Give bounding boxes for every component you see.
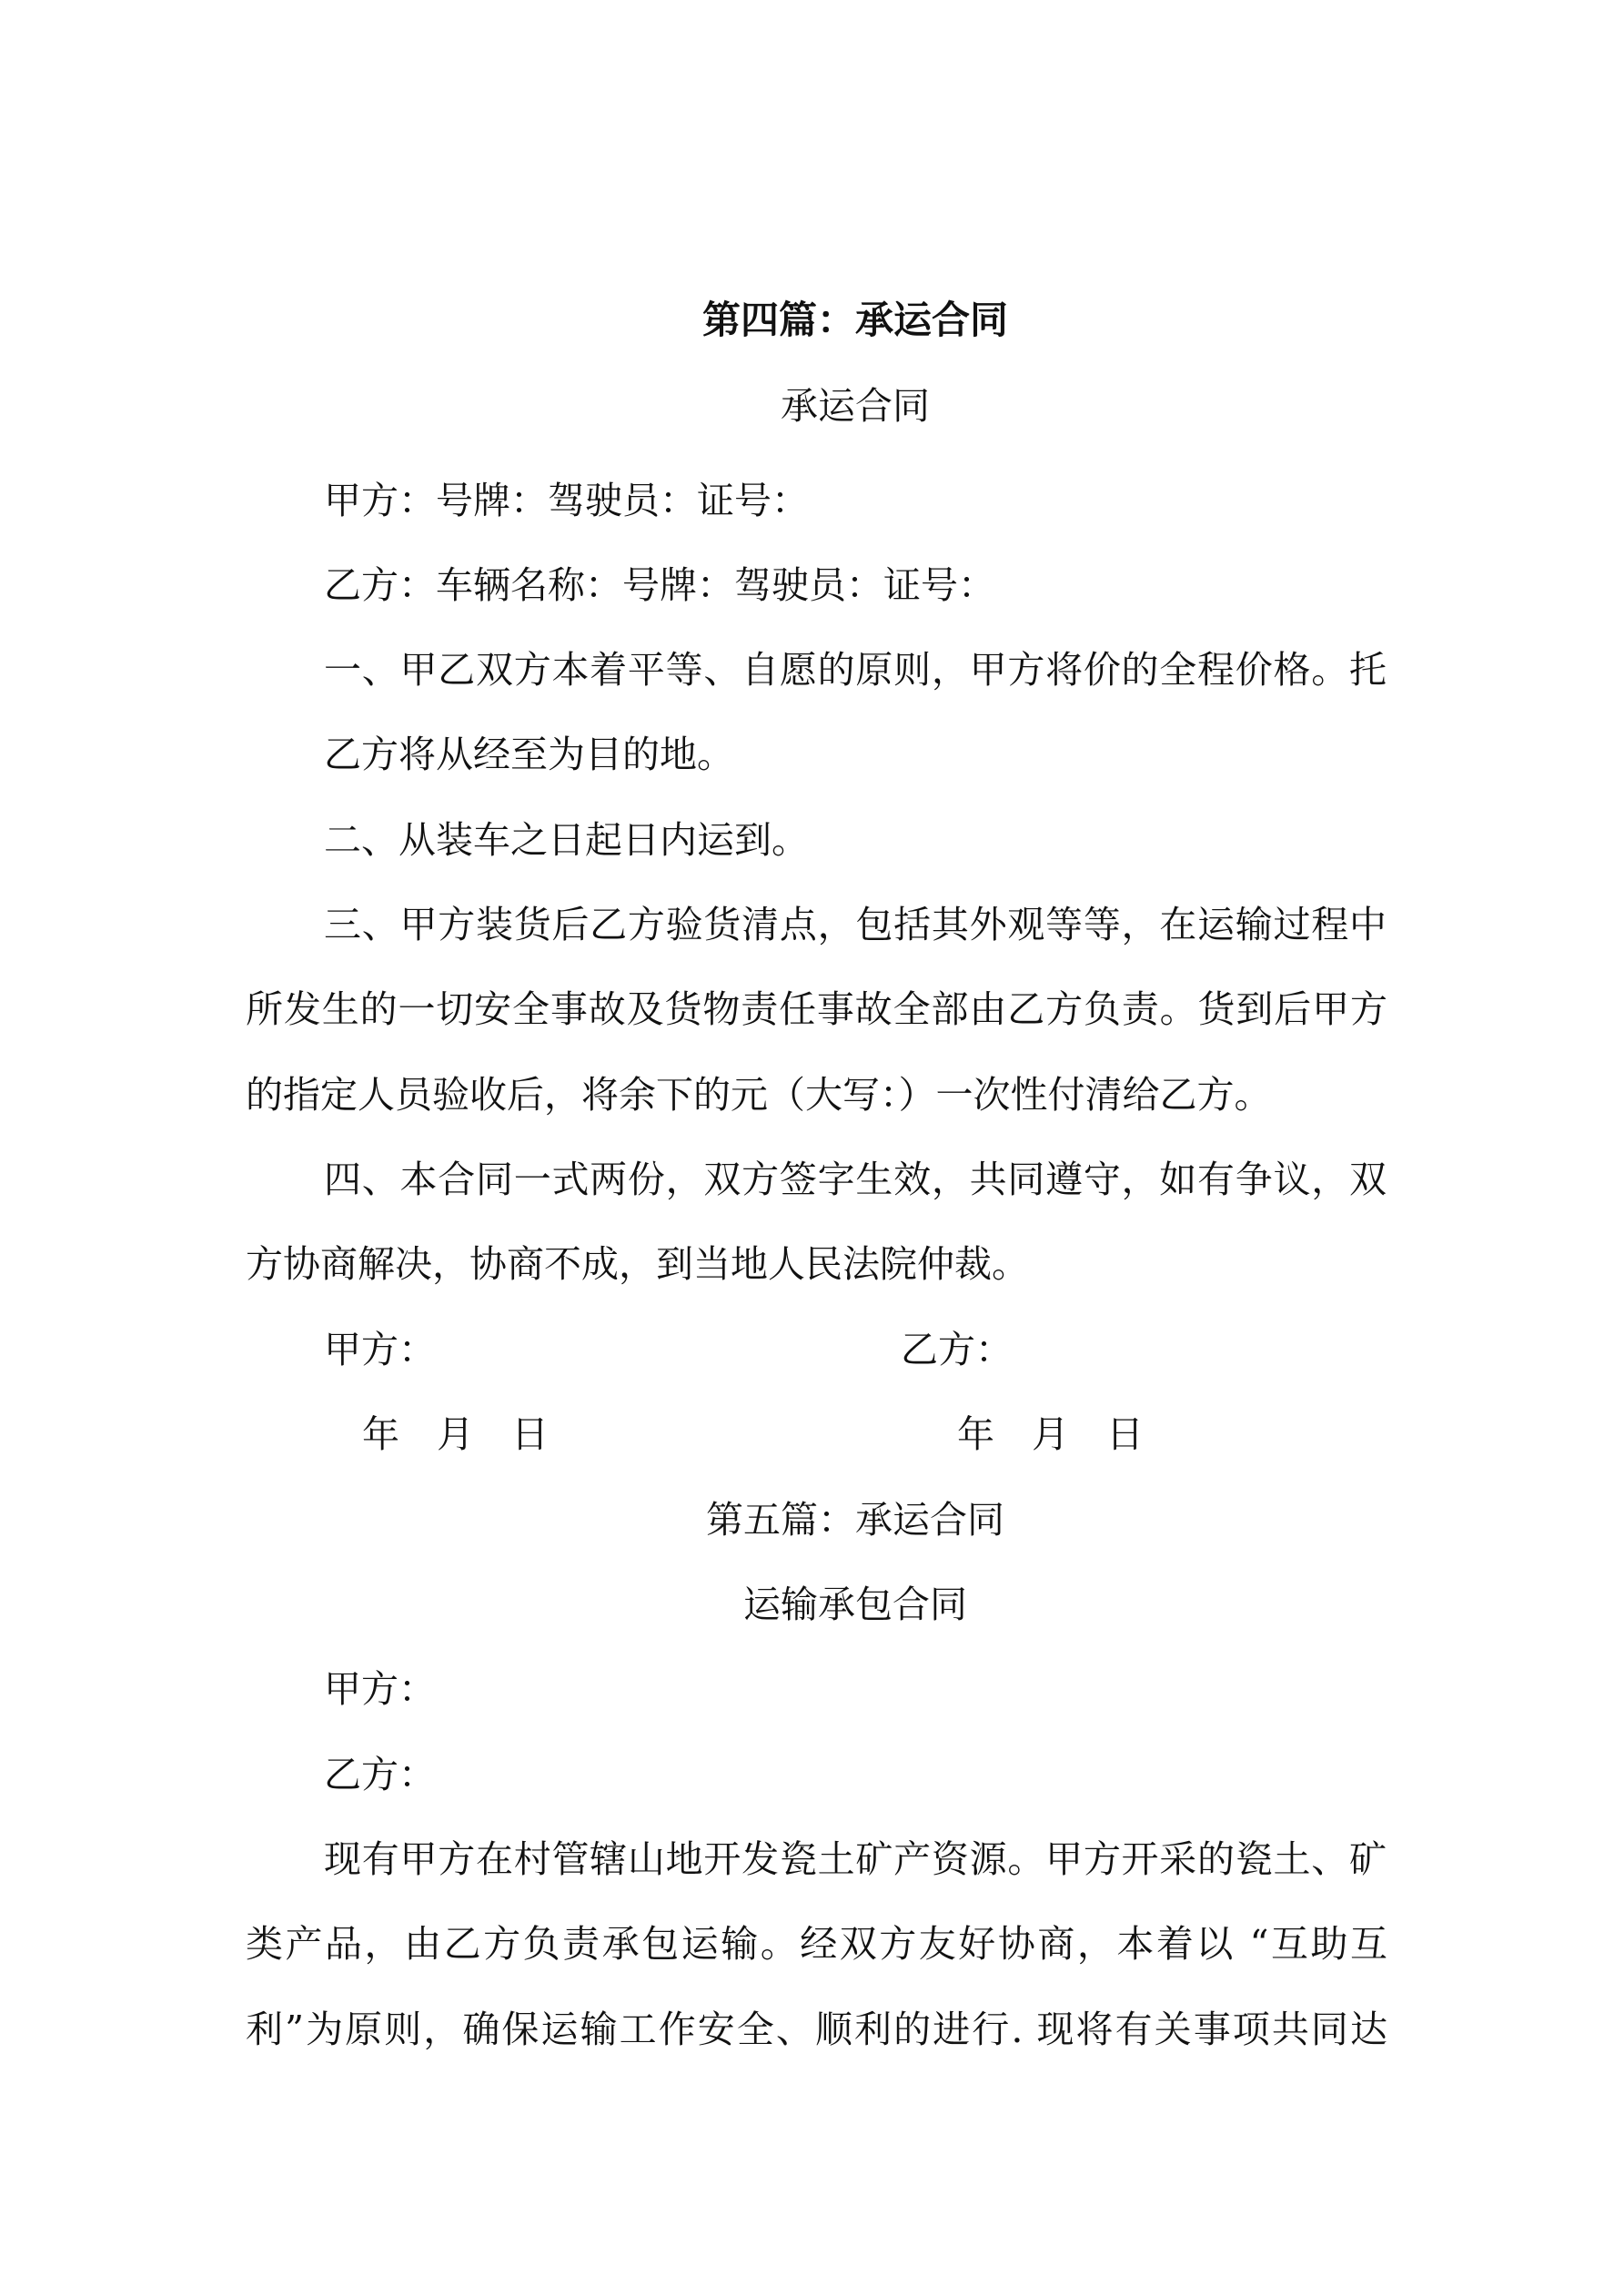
clause2: 二、从装车之日起日内运到。 bbox=[324, 818, 809, 862]
chapter5-title: 第五篇：承运合同 bbox=[706, 1498, 1004, 1542]
party-a-line: 甲方：号牌：驾驶员：证号： bbox=[324, 479, 809, 522]
date-party-a: 年 月 日 bbox=[362, 1412, 549, 1456]
chapter4-title: 第四篇：承运合同 bbox=[701, 298, 1008, 342]
chapter5-party-a: 甲方： bbox=[324, 1667, 436, 1711]
signature-party-a: 甲方： bbox=[324, 1328, 436, 1371]
party-b-line: 乙方：车辆名称：号牌：驾驶员：证号： bbox=[324, 563, 995, 607]
clause3-line2: 所发生的一切安全事故及货物责任事故全部由乙方负责。货到后甲方 bbox=[246, 987, 1387, 1031]
clause3-line1: 三、甲方装货后乙方验货清点，包括其外观等等，在运输过程中 bbox=[324, 903, 1387, 946]
clause4-line1: 四、本合同一式两份，双方签字生效，共同遵守，如有争议，双 bbox=[324, 1158, 1387, 1201]
clause3-line3: 的指定人员验收后，将余下的元（大写：）一次性付清给乙方。 bbox=[246, 1073, 1272, 1117]
chapter5-paragraph-line3: 利”为原则，确保运输工作安全、顺利的进行. 现将有关事项共同达 bbox=[246, 2008, 1387, 2051]
chapter5-subtitle: 运输承包合同 bbox=[743, 1583, 967, 1626]
chapter5-party-b: 乙方： bbox=[324, 1753, 436, 1796]
date-party-b: 年 月 日 bbox=[957, 1412, 1144, 1456]
chapter5-paragraph-line1: 现有甲方在村管辖山地开发瓷土矿产资源。甲方开采的瓷土、矿 bbox=[324, 1837, 1387, 1881]
clause1-line1: 一、甲乙双方本着平等、自愿的原则，甲方将价的全程价格。托 bbox=[324, 648, 1387, 692]
clause4-line2: 方协商解决，协商不成，到当地人民法院仲裁。 bbox=[246, 1242, 1029, 1286]
chapter5-paragraph-line2: 类产品，由乙方负责承包运输。经双方友好协商，本着以 “互助互 bbox=[246, 1922, 1387, 1966]
clause1-line2: 乙方将从经至为目的地。 bbox=[324, 733, 734, 776]
signature-party-b: 乙方： bbox=[901, 1328, 1013, 1371]
chapter4-subtitle: 承运合同 bbox=[781, 384, 930, 428]
